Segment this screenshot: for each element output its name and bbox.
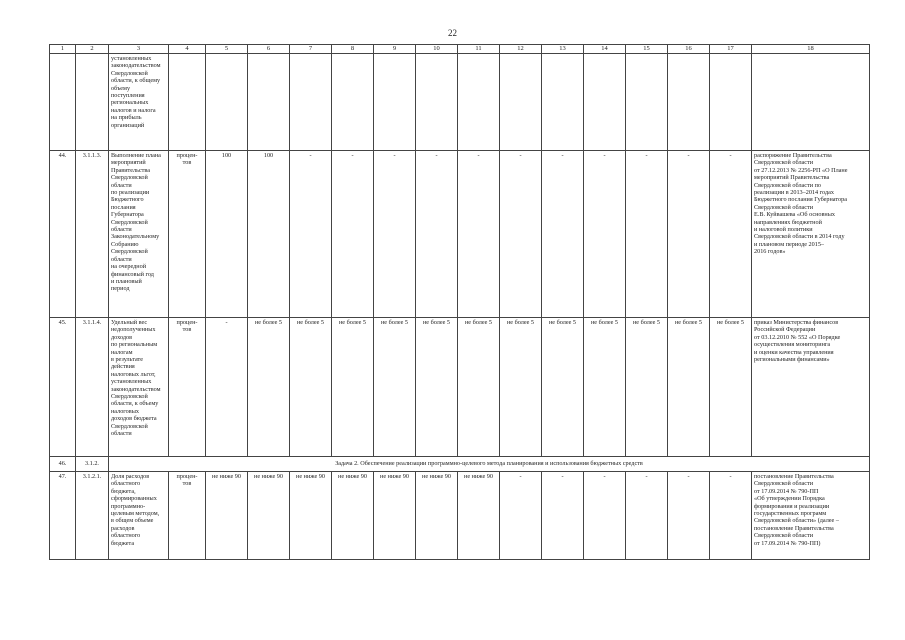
value-cell: не более 5 [416,318,458,457]
row-code: 3.1.2.1. [76,472,109,560]
indicator-name: Выполнение плана мероприятий Правительства Свердловской области по реализации Бюджетного послания Губернатора Свердловской области Законодательному Собранию Свердловской области на очередной финансовый год и плановый период [109,151,169,318]
value-cell: - [668,151,710,318]
table-row [50,318,870,457]
value-cell: не более 5 [500,318,542,457]
value-cell: не ниже 90 [416,472,458,560]
value-cell: не ниже 90 [458,472,500,560]
indicators-table [49,44,870,560]
row-number: 46. [50,457,76,472]
source-document: приказ Министерства финансов Российской Федерации от 03.12.2010 № 552 «О Порядке осуществления мониторинга и оценки качества управления региональными финансами» [752,318,870,457]
value-cell: - [584,472,626,560]
value-cell: не более 5 [458,318,500,457]
value-cell: не более 5 [584,318,626,457]
task-row [50,457,870,472]
value-cell: - [206,318,248,457]
column-header: 16 [668,45,710,54]
value-cell: - [374,151,416,318]
value-cell: не более 5 [332,318,374,457]
value-cell: не более 5 [626,318,668,457]
column-header: 11 [458,45,500,54]
value-cell: - [584,151,626,318]
table-row [50,151,870,318]
task-title: Задача 2. Обеспечение реализации программно-целевого метода планирования и использования бюджетных средств [109,457,870,472]
column-header: 1 [50,45,76,54]
value-cell: не ниже 90 [374,472,416,560]
row-code: 3.1.2. [76,457,109,472]
value-cell: - [626,472,668,560]
value-cell: - [500,151,542,318]
value-cell: - [332,151,374,318]
value-cell: - [458,151,500,318]
row-number: 45. [50,318,76,457]
column-header: 6 [248,45,290,54]
value-cell: - [542,151,584,318]
column-header: 17 [710,45,752,54]
value-cell: не более 5 [668,318,710,457]
value-cell: не ниже 90 [206,472,248,560]
column-header: 10 [416,45,458,54]
continuation-row [50,54,870,151]
value-cell: не более 5 [374,318,416,457]
value-cell: 100 [206,151,248,318]
column-header: 4 [169,45,206,54]
value-cell: - [626,151,668,318]
column-header: 13 [542,45,584,54]
value-cell: не более 5 [290,318,332,457]
column-header: 8 [332,45,374,54]
value-cell: не более 5 [542,318,584,457]
indicator-name: установленных законодательством Свердловской области, к общему объему поступления региональных налогов и налога на прибыль организаций [109,54,169,151]
value-cell: не ниже 90 [290,472,332,560]
column-header: 14 [584,45,626,54]
column-header: 5 [206,45,248,54]
source-document: постановление Правительства Свердловской области от 17.09.2014 № 790-ПП «Об утверждении Порядка формирования и реализации государственных программ Свердловской области» (далее – постановление Правительства Свердловской области от 17.09.2014 № 790-ПП) [752,472,870,560]
column-header: 9 [374,45,416,54]
indicator-name: Доля расходов областного бюджета, сформированных программно- целевым методом, в общем объеме расходов областного бюджета [109,472,169,560]
column-header: 2 [76,45,109,54]
indicator-name: Удельный вес недополученных доходов по региональным налогам в результате действия налоговых льгот, установленных законодательством Свердловской области, к объему налоговых доходов бюджета Свердловской области [109,318,169,457]
column-header: 7 [290,45,332,54]
value-cell: не более 5 [710,318,752,457]
row-code: 3.1.1.4. [76,318,109,457]
value-cell: - [416,151,458,318]
value-cell: - [542,472,584,560]
table-row [50,472,870,560]
column-header: 3 [109,45,169,54]
column-header: 18 [752,45,870,54]
source-document: распоряжение Правительства Свердловской области от 27.12.2013 № 2256-РП «О Плане мероприятий Правительства Свердловской области по реализации в 2013–2014 годах Бюджетного послания Губернатора Свердловской области Е.В. Куйвашева «Об основных направлениях бюджетной и налоговой политики Свердловской области в 2014 году и плановом периоде 2015– 2016 годов» [752,151,870,318]
row-number: 47. [50,472,76,560]
value-cell: - [500,472,542,560]
value-cell: 100 [248,151,290,318]
row-code: 3.1.1.3. [76,151,109,318]
value-cell: не более 5 [248,318,290,457]
value-cell: - [710,151,752,318]
column-header: 15 [626,45,668,54]
value-cell: - [290,151,332,318]
unit-cell: процен- тов [169,472,206,560]
column-number-row [50,45,870,54]
value-cell: - [668,472,710,560]
column-header: 12 [500,45,542,54]
value-cell: не ниже 90 [332,472,374,560]
unit-cell: процен- тов [169,151,206,318]
value-cell: - [710,472,752,560]
row-number: 44. [50,151,76,318]
value-cell: не ниже 90 [248,472,290,560]
page-number: 22 [448,28,457,38]
unit-cell: процен- тов [169,318,206,457]
